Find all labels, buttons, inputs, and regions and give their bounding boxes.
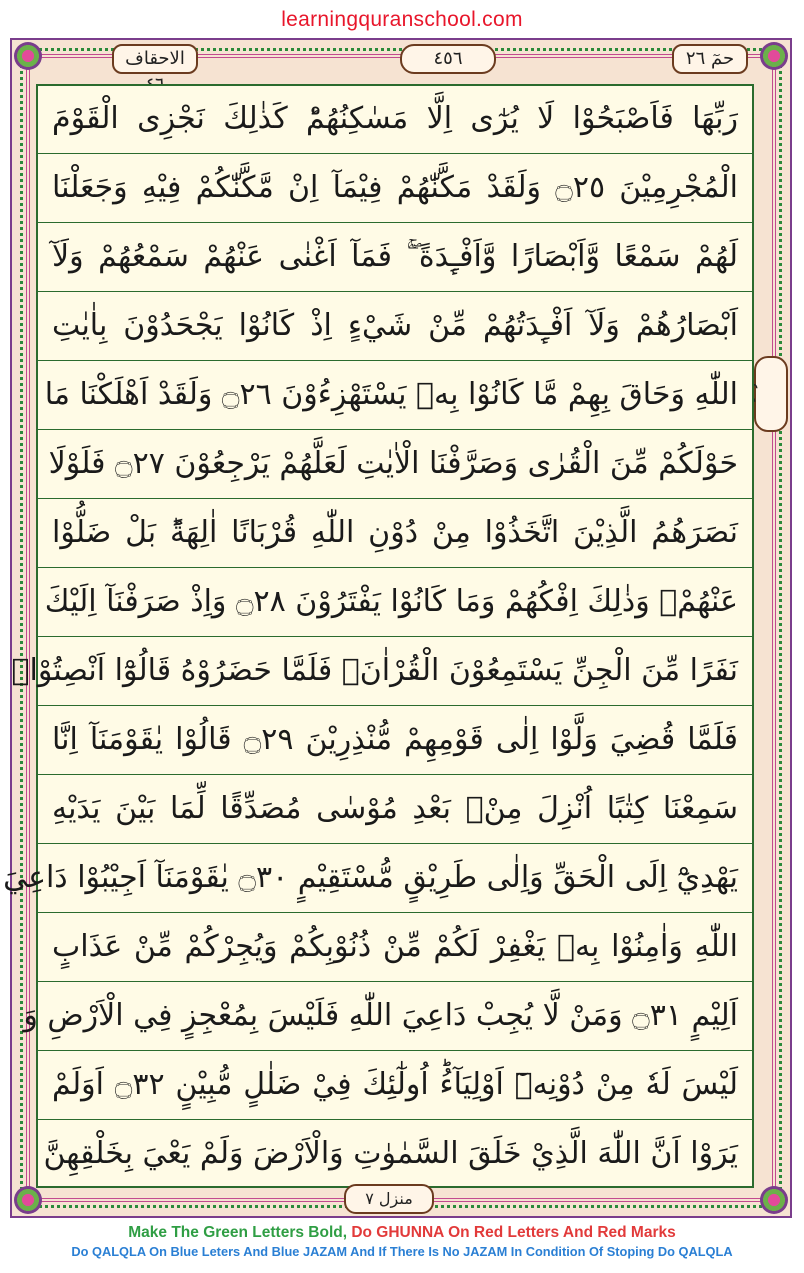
- manzil-marker: منزل ٧: [344, 1184, 434, 1214]
- quran-text-page: [3, 84, 754, 1188]
- page-header: [112, 44, 752, 74]
- text-line: نَصَرَهُمُ الَّذِيْنَ اتَّخَذُوْا مِنْ دُوْنِ اللّٰهِ قُرْبَانًا اٰلِهَةًؕ بَلْ ضَلُّوْا: [38, 500, 752, 568]
- corner-ornament-icon: [760, 42, 788, 70]
- text-line: اللّٰهِ وَاٰمِنُوْا بِهٖ يَغْفِرْ لَكُمْ مِّنْ ذُنُوْبِكُمْ وَيُجِرْكُمْ مِّنْ عَذَابٍ: [38, 914, 752, 982]
- text-line: اَبْصَارُهُمْ وَلَآ اَفْـِٕدَتُهُمْ مِّنْ شَيْءٍ اِذْ كَانُوْا يَجْحَدُوْنَ بِاٰيٰتِ: [38, 293, 752, 361]
- instruction-red: Do GHUNNA On Red Letters And Red Marks: [351, 1224, 676, 1241]
- text-line: الْمُجْرِمِيْنَ ۝٢٥ وَلَقَدْ مَكَّنّٰهُمْ فِيْمَآ اِنْ مَّكَّنّٰكُمْ فِيْهِ وَجَعَلْنَا: [38, 155, 752, 223]
- juz-name: حمٓ ۲٦: [672, 44, 748, 74]
- corner-ornament-icon: [760, 1186, 788, 1214]
- text-line: يَرَوْا اَنَّ اللّٰهَ الَّذِيْ خَلَقَ السَّمٰوٰتِ وَالْاَرْضَ وَلَمْ يَعْيَ بِخَلْقِهِنَّ: [43, 1136, 738, 1171]
- text-line: اَلِيْمٍ ۝٣١ وَمَنْ لَّا يُجِبْ دَاعِيَ اللّٰهِ فَلَيْسَ بِمُعْجِزٍ فِي الْاَرْضِ وَ: [38, 983, 752, 1051]
- corner-ornament-icon: [14, 42, 42, 70]
- text-line: لَهُمْ سَمْعًا وَّاَبْصَارًا وَّاَفْـِٕدَةً ۖۚ فَمَآ اَغْنٰى عَنْهُمْ سَمْعُهُمْ وَلَآ: [38, 224, 752, 292]
- text-line: رَبِّهَا فَاَصْبَحُوْا لَا يُرٰٓى اِلَّا مَسٰكِنُهُمْؕ كَذٰلِكَ نَجْزِى الْقَوْمَ: [38, 86, 752, 154]
- instruction-line-2: Do QALQLA On Blue Leters And Blue JAZAM And If There Is No JAZAM In Condition Of Stoping Do QALQLA: [71, 1244, 733, 1259]
- surah-name: الاحقاف: [112, 44, 198, 74]
- text-line: لَيْسَ لَهٗ مِنْ دُوْنِهٖٓ اَوْلِيَآءُؕ اُولٰٓئِكَ فِيْ ضَلٰلٍ مُّبِيْنٍ ۝٣٢ اَوَلَمْ: [38, 1052, 752, 1120]
- text-line: عَنْهُمْۚ وَذٰلِكَ اِفْكُهُمْ وَمَا كَانُوْا يَفْتَرُوْنَ ۝٢٨ وَاِذْ صَرَفْنَآ اِلَيْكَ: [38, 569, 752, 637]
- text-line: فَلَمَّا قُضِيَ وَلَّوْا اِلٰى قَوْمِهِمْ مُّنْذِرِيْنَ ۝٢٩ قَالُوْا يٰقَوْمَنَآ اِنَّا: [38, 707, 752, 775]
- text-line: نَفَرًا مِّنَ الْجِنِّ يَسْتَمِعُوْنَ الْقُرْاٰنَۚ فَلَمَّا حَضَرُوْهُ قَالُوْٓا اَنْصِتُوْاۚ: [38, 638, 752, 706]
- site-url: learningquranschool.com: [281, 8, 523, 31]
- instruction-line-1: [0, 1224, 804, 1242]
- instruction-green: Make The Green Letters Bold,: [128, 1224, 352, 1241]
- ruku-marker: [754, 356, 788, 432]
- page-number: ٤٥٦: [400, 44, 496, 74]
- text-line: اللّٰهِ وَحَاقَ بِهِمْ مَّا كَانُوْا بِهٖ يَسْتَهْزِءُوْنَ ۝٢٦ وَلَقَدْ اَهْلَكْنَا مَا: [38, 362, 752, 430]
- text-line: سَمِعْنَا كِتٰبًا اُنْزِلَ مِنْۢ بَعْدِ مُوْسٰى مُصَدِّقًا لِّمَا بَيْنَ يَدَيْهِ: [38, 776, 752, 844]
- corner-ornament-icon: [14, 1186, 42, 1214]
- text-line: حَوْلَكُمْ مِّنَ الْقُرٰى وَصَرَّفْنَا الْاٰيٰتِ لَعَلَّهُمْ يَرْجِعُوْنَ ۝٢٧ فَلَوْلَا: [38, 431, 752, 499]
- text-line: يَهْدِيْٓ اِلَى الْحَقِّ وَاِلٰى طَرِيْقٍ مُّسْتَقِيْمٍ ۝٣٠ يٰقَوْمَنَآ اَجِيْبُوْا دَاعِيَ: [38, 845, 752, 913]
